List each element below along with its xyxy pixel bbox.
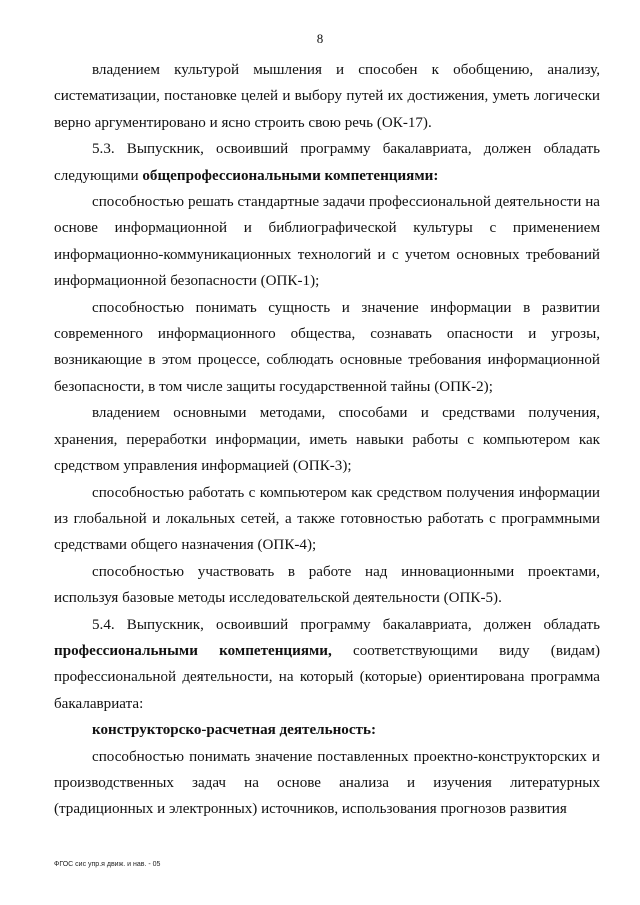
page-number: 8 [316,31,324,46]
paragraph-opk-4: способностью работать с компьютером как средством получения информации из глобальной и локальных сетей, а также готовностью работать с программными средствами общего назначения (ОПК-4); [54,484,600,554]
professional-competencies-term: профессиональными компетенциями, [54,642,332,659]
document-body [54,57,600,823]
footer-note: ФГОС сис упр.я движ. и нав. - 05 [54,861,161,868]
paragraph-opk-5: способностью участвовать в работе над инновационными проектами, используя базовые методы исследовательской деятельности (ОПК-5). [54,563,600,607]
paragraph-opk-3: владением основными методами, способами и средствами получения, хранения, переработки информации, иметь навыки работы с компьютером как средством управления информацией (ОПК-3); [54,405,600,475]
paragraph-5-3-text: 5.3. Выпускник, освоивший программу бакалавриата, должен обладать следующими [54,141,600,184]
paragraph-opk-1: способностью решать стандартные задачи профессиональной деятельности на основе информационной и библиографической культуры с применением информационно-коммуникационных технологий и с учетом основных требований информационной безопасности (ОПК-1); [54,194,600,290]
general-professional-competencies-term: общепрофессиональными компетенциями: [142,167,439,184]
paragraph-5-4-lead: 5.4. Выпускник, освоивший программу бакалавриата, должен обладать [92,616,600,633]
paragraph-opk-2: способностью понимать сущность и значение информации в развитии современного информационного общества, сознавать опасности и угрозы, возникающие в этом процессе, соблюдать основные требования информационной безопасности, в том числе защиты государственной тайны (ОПК-2); [54,299,600,395]
paragraph-5-3 [54,136,600,189]
paragraph-ok-17: владением культурой мышления и способен к обобщению, анализу, систематизации, постановке целей и выбору путей их достижения, уметь логически верно аргументировано и ясно строить свою речь (ОК-17). [54,62,600,131]
paragraph-5-4-tail: соответствующими виду (видам) профессиональной деятельности, на который (которые) ориентирована программа бакалавриата: [54,642,600,712]
section-heading-design-calculation: конструкторско-расчетная деятельность: [92,722,376,739]
paragraph-pk-design: способностью понимать значение поставленных проектно-конструкторских и производственных задач на основе анализа и изучения литературных (традиционных и электронных) источников, использования прогнозов развития [54,748,600,818]
paragraph-5-4 [54,612,600,718]
